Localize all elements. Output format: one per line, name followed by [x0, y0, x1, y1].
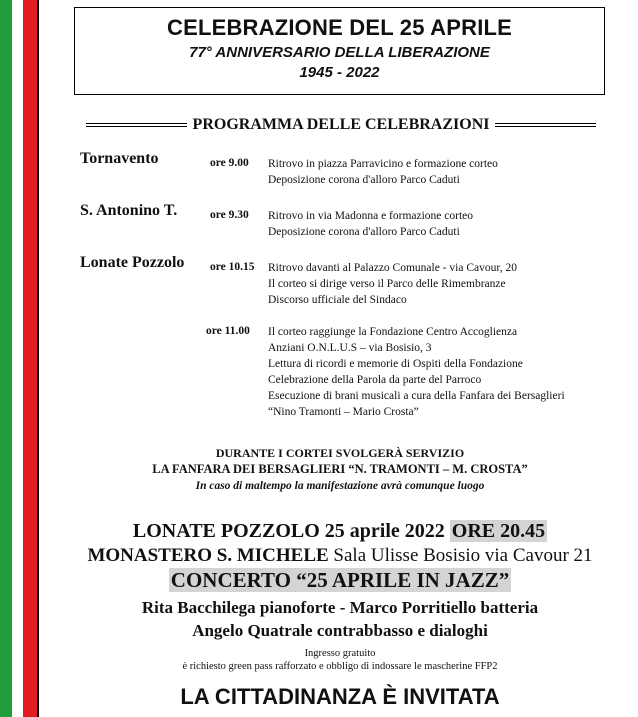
concert-ingresso: Ingresso gratuito	[304, 648, 376, 659]
event-line: Discorso ufficiale del Sindaco	[268, 294, 407, 306]
event-time: ore 9.30	[210, 209, 249, 221]
event-line: Deposizione corona d'alloro Parco Caduti	[268, 174, 460, 186]
cortei-line-1: DURANTE I CORTEI SVOLGERÀ SERVIZIO	[215, 446, 465, 460]
divider-right	[495, 123, 596, 127]
concert-performers-1: Rita Bacchilega pianoforte - Marco Porritiello batteria	[141, 598, 539, 617]
event-line: Esecuzione di brani musicali a cura della Fanfara dei Bersaglieri	[268, 390, 565, 402]
page-subtitle: 77° ANNIVERSARIO DELLA LIBERAZIONE	[189, 44, 490, 61]
event-description	[268, 208, 473, 240]
flag-stripe-white	[12, 0, 23, 717]
event-line: Lettura di ricordi e memorie di Ospiti della Fondazione	[268, 358, 523, 370]
event-time: ore 9.00	[210, 157, 249, 169]
programma-label: PROGRAMMA DELLE CELEBRAZIONI	[192, 116, 490, 133]
event-description	[268, 260, 517, 308]
event-line: Ritrovo in piazza Parravicino e formazione corteo	[268, 158, 498, 170]
event-line: Anziani O.N.L.U.S – via Bosisio, 3	[268, 342, 432, 354]
event-place: Tornavento	[80, 150, 159, 167]
concert-title-line	[60, 568, 620, 593]
event-line: Ritrovo in via Madonna e formazione corteo	[268, 210, 474, 222]
concert-date-line	[60, 520, 620, 543]
concert-venue-regular: Sala Ulisse Bosisio via Cavour 21	[333, 545, 593, 566]
concert-note: è richiesto green pass rafforzato e obbligo di indossare le mascherine FFP2	[182, 661, 498, 672]
concert-venue-bold: MONASTERO S. MICHELE	[87, 545, 329, 566]
event-description	[268, 324, 565, 420]
concert-venue-line	[60, 545, 620, 567]
concert-title: CONCERTO “25 APRILE IN JAZZ”	[170, 568, 510, 592]
cortei-line-3: In caso di maltempo la manifestazione avrà comunque luogo	[195, 480, 485, 492]
concert-place-date: LONATE POZZOLO 25 aprile 2022	[132, 520, 445, 542]
event-line: “Nino Tramonti – Mario Crosta”	[268, 406, 419, 418]
flag-stripe-red	[23, 0, 37, 717]
event-description	[268, 156, 498, 188]
page-years: 1945 - 2022	[299, 64, 380, 81]
divider-left	[86, 123, 187, 127]
event-time: ore 11.00	[206, 325, 250, 337]
event-time: ore 10.15	[210, 261, 255, 273]
page-title: CELEBRAZIONE DEL 25 APRILE	[166, 15, 513, 40]
flag-stripe-green	[0, 0, 12, 717]
event-line: Deposizione corona d'alloro Parco Caduti	[268, 226, 460, 238]
concert-performers-2: Angelo Quatrale contrabbasso e dialoghi	[192, 621, 488, 640]
cortei-line-2: LA FANFARA DEI BERSAGLIERI “N. TRAMONTI – M. CROSTA”	[152, 462, 528, 476]
header-box	[74, 7, 605, 95]
event-line: Celebrazione della Parola da parte del Parroco	[268, 374, 482, 386]
event-line: Il corteo si dirige verso il Parco delle Rimembranze	[268, 278, 506, 290]
programma-heading	[86, 114, 596, 136]
invite-text: LA CITTADINANZA È INVITATA	[180, 684, 500, 709]
event-place: Lonate Pozzolo	[80, 254, 185, 271]
concert-time: ORE 20.45	[451, 520, 546, 542]
event-place: S. Antonino T.	[80, 202, 178, 219]
flag-border-line	[37, 0, 39, 717]
event-line: Ritrovo davanti al Palazzo Comunale - via Cavour, 20	[268, 262, 517, 274]
event-line: Il corteo raggiunge la Fondazione Centro Accoglienza	[268, 326, 518, 338]
